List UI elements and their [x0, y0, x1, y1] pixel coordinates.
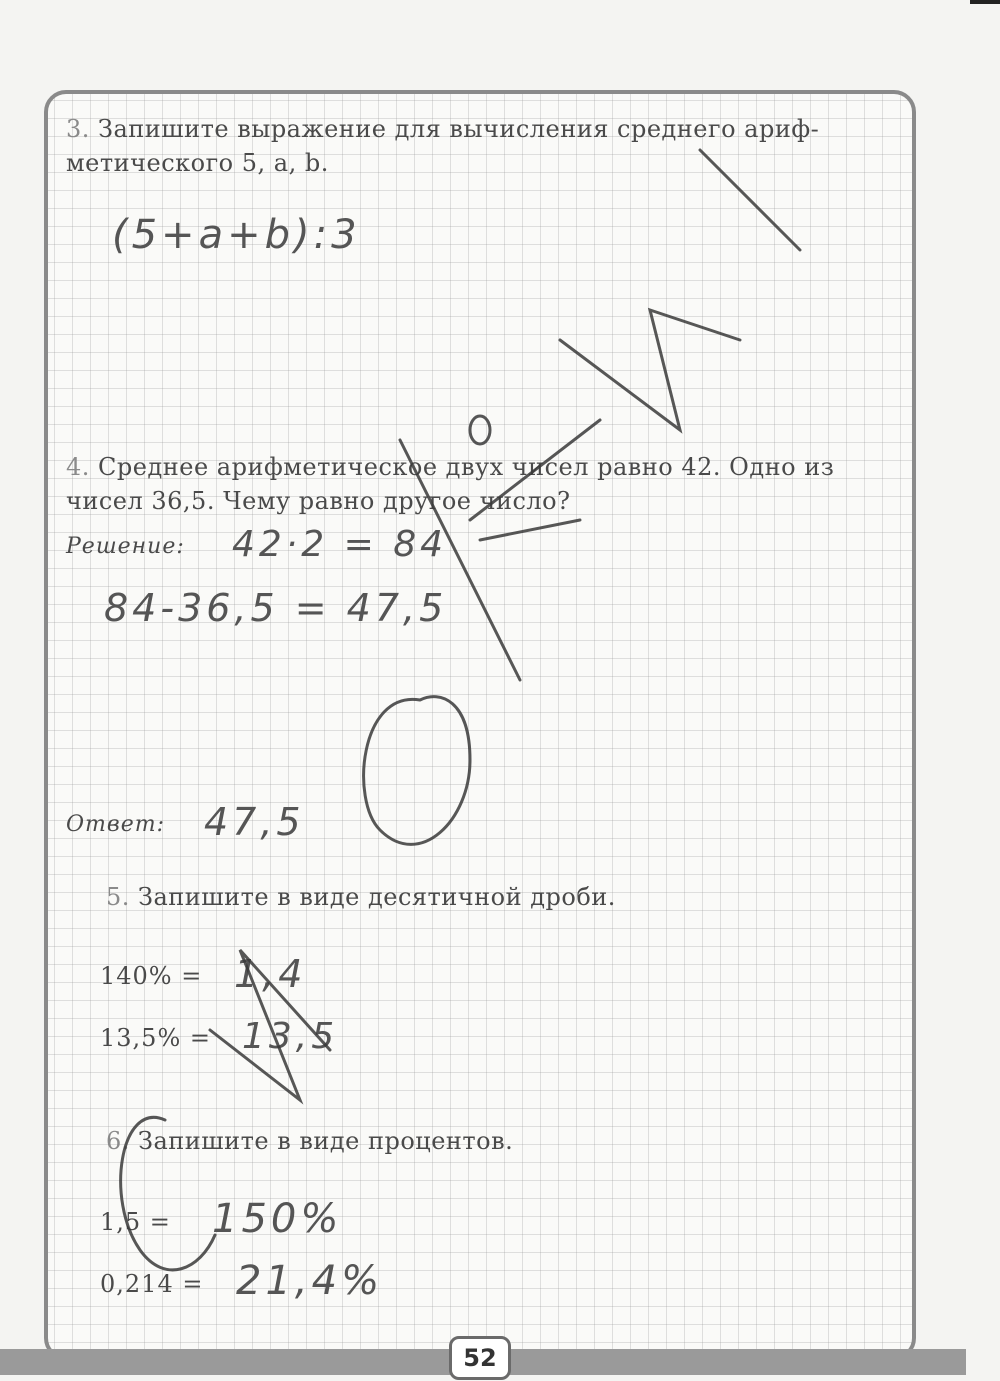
watermark-stroke-k: [400, 420, 600, 680]
solution-label: Решение:: [66, 534, 185, 559]
task-5-number: 5.: [106, 883, 130, 911]
task-6-number: 6.: [106, 1127, 130, 1155]
watermark-stroke-o: [364, 697, 470, 845]
page-number: 52: [449, 1336, 511, 1380]
task-5-answer-2: 13,5: [242, 1016, 339, 1057]
task-5-expr-2: 13,5% =: [100, 1024, 211, 1052]
solution-line-2: 84-36,5 = 47,5: [104, 586, 448, 630]
task-3-text: Запишите выражение для вычисления среднего ариф-метического 5, a, b.: [66, 115, 820, 177]
task-3-answer: (5+a+b):3: [112, 212, 361, 258]
task-5-expr-1: 140% =: [100, 962, 203, 990]
watermark-stroke-i: [560, 150, 800, 430]
task-4-number: 4.: [66, 453, 90, 481]
task-6-answer-2: 21,4%: [236, 1258, 384, 1304]
task-6-text: Запишите в виде процентов.: [129, 1127, 514, 1155]
watermark-stroke-y: [210, 950, 330, 1100]
task-5-text: Запишите в виде десятичной дроби.: [129, 883, 616, 911]
task-6-expr-2: 0,214 =: [100, 1270, 204, 1298]
solution-line-1: 42·2 = 84: [232, 524, 448, 565]
task-3-number: 3.: [66, 115, 90, 143]
task-5-answer-1: 1,4: [234, 952, 307, 996]
task-6-expr-1: 1,5 =: [100, 1208, 171, 1236]
watermark-stroke-c: [121, 1117, 215, 1270]
watermark-stroke-dot: [470, 416, 490, 444]
answer-label: Ответ:: [66, 812, 165, 837]
task-6-answer-1: 150%: [212, 1196, 343, 1242]
task-4-text: Среднее арифметическое двух чисел равно 42. Одно из чисел 36,5. Чему равно другое число?: [66, 453, 835, 515]
task-4-answer: 47,5: [204, 800, 305, 844]
